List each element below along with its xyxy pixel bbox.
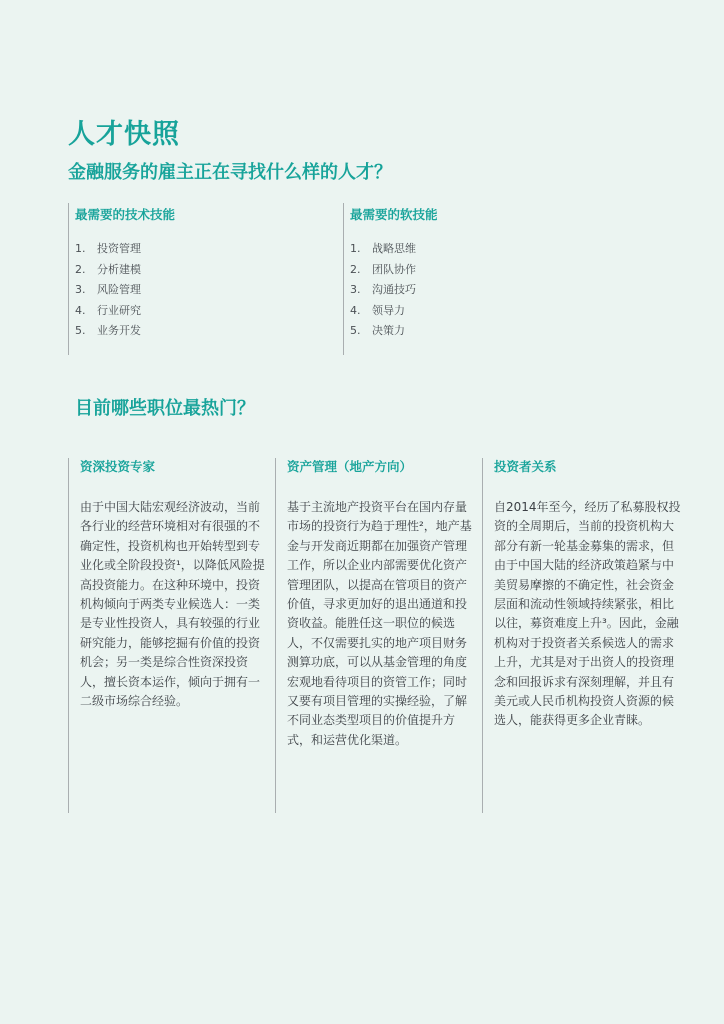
list-item: 2. 团队协作 (350, 262, 416, 276)
list-item: 4. 领导力 (350, 303, 405, 317)
list-item: 5. 决策力 (350, 324, 405, 337)
position-column-investor-relations (482, 458, 682, 813)
list-item: 1. 投资管理 (75, 242, 141, 255)
tech-skills-panel (68, 203, 325, 355)
list-item: 5. 业务开发 (75, 324, 141, 337)
page-title: 人才快照 (68, 119, 180, 150)
tech-skills-list (75, 239, 325, 342)
position-description: 由于中国大陆宏观经济波动，当前各行业的经营环境相对有很强的不确定性，投资机构也开始转型到专业化或全阶段投资¹，以降低风险提高投资能力。在这种环境中，投资机构倾向于两类专业候选人：一类是专业性投资人，具有较强的行业研究能力，能够挖掘有价值的投资机会；另一类是综合性资深投资人，擅长资本运作，倾向于拥有一二级市场综合经验。 (80, 500, 265, 709)
position-title: 投资者关系 (494, 459, 557, 474)
position-title: 资产管理（地产方向） (287, 459, 413, 474)
position-title: 资深投资专家 (80, 459, 156, 474)
list-item: 2. 分析建模 (75, 262, 141, 276)
list-item: 3. 风险管理 (75, 283, 141, 296)
list-item: 3. 沟通技巧 (350, 283, 416, 296)
list-item: 4. 行业研究 (75, 303, 141, 317)
tech-skills-heading: 最需要的技术技能 (75, 207, 176, 222)
soft-skills-panel (343, 203, 600, 355)
soft-skills-heading: 最需要的软技能 (350, 207, 438, 222)
position-description: 自2014年至今，经历了私募股权投资的全周期后，当前的投资机构大部分有新一轮基金募集的需求，但由于中国大陆的经济政策趋紧与中美贸易摩擦的不确定性，社会资金层面和流动性领域持续紧张，相比以往，募资难度上升³。因此，金融机构对于投资者关系候选人的需求上升，尤其是对于出资人的投资理念和回报诉求有深刻理解，并且有美元或人民币机构投资人资源的候选人，能获得更多企业青睐。 (494, 500, 681, 728)
page-subtitle: 金融服务的雇主正在寻找什么样的人才？ (68, 162, 392, 183)
list-item: 1. 战略思维 (350, 242, 416, 255)
position-description: 基于主流地产投资平台在国内存量市场的投资行为趋于理性²，地产基金与开发商近期都在加强资产管理工作，所以企业内部需要优化资产管理团队，以提高在管项目的资产价值，寻求更加好的退出通道和投资收益。能胜任这一职位的候选人，不仅需要扎实的地产项目财务测算功底，可以从基金管理的角度宏观地看待项目的资管工作；同时又要有项目管理的实操经验，了解不同业态类型项目的价值提升方式，和运营优化渠道。 (287, 500, 472, 747)
soft-skills-list (350, 239, 600, 342)
hot-positions-heading: 目前哪些职位最热门？ (75, 398, 255, 419)
position-column-investment-expert (68, 458, 268, 813)
position-column-asset-management (275, 458, 475, 813)
